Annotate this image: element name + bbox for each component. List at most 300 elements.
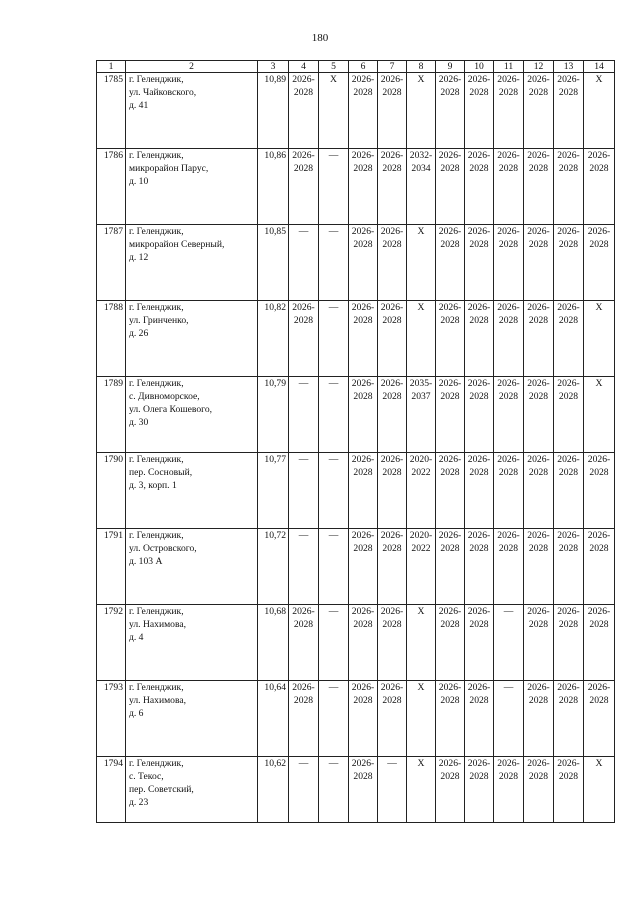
period-line: 2028 [440,315,460,326]
period-cell [407,73,436,149]
period-line: 2028 [528,163,549,174]
period-cell [584,149,615,225]
address-line: пер. Сосновый, [129,467,193,478]
period-cell [494,453,524,529]
period-line: 2026- [438,682,462,693]
period-line: 2026- [467,454,491,465]
period-cell [436,529,465,605]
period-cell [349,225,378,301]
period-line: 2026- [438,226,462,237]
address-cell [126,149,258,225]
period-line: X [417,226,425,237]
period-line: — [328,226,339,237]
period-cell [584,681,615,757]
period-line: 2028 [528,87,549,98]
period-cell [378,73,407,149]
period-line: 2026- [527,150,550,161]
row-number-cell: 1793 [97,681,126,757]
period-cell [349,681,378,757]
column-header: 12 [524,61,554,73]
period-line: 2026- [438,302,462,313]
row-number-cell: 1792 [97,605,126,681]
period-line: 2028 [440,163,460,174]
period-cell [524,681,554,757]
period-line: 2026- [527,682,550,693]
address-cell [126,529,258,605]
period-line: — [298,226,309,237]
period-line: 2028 [353,239,373,250]
period-line: X [330,74,337,85]
period-line: 2028 [440,695,460,706]
period-line: 2026- [557,378,580,389]
period-line: 2020- [409,454,433,465]
period-cell [407,377,436,453]
address-line: г. Геленджик, [129,378,184,389]
column-header: 2 [126,61,258,73]
period-cell [407,605,436,681]
column-header: 6 [349,61,378,73]
period-line: 2028 [558,315,579,326]
period-cell [407,529,436,605]
period-cell [407,681,436,757]
period-line: 2028 [589,239,609,250]
column-header: 8 [407,61,436,73]
period-line: 2028 [469,695,489,706]
period-cell [349,605,378,681]
period-line: 2026- [467,150,491,161]
address-line: д. 10 [129,176,149,187]
period-line: 2026- [527,606,550,617]
period-cell [289,605,319,681]
period-line: 2026- [497,378,520,389]
column-header: 10 [465,61,494,73]
column-header: 7 [378,61,407,73]
address-line: ул. Чайковского, [129,87,197,98]
period-line: 2026- [527,226,550,237]
period-line: 2028 [440,619,460,630]
period-line: 2028 [293,315,314,326]
period-line: 2026- [497,150,520,161]
period-line: 2028 [382,87,402,98]
table-body [97,73,615,823]
period-line: — [328,530,339,541]
period-line: 2028 [498,87,519,98]
period-cell [494,757,524,823]
period-cell [407,149,436,225]
period-line: 2026- [438,530,462,541]
table-row [97,681,615,757]
column-header: 1 [97,61,126,73]
page-number: 180 [311,32,329,44]
period-cell [554,757,584,823]
period-line: 2026- [380,606,404,617]
column-header: 14 [584,61,615,73]
period-line: 2026- [467,302,491,313]
address-cell [126,681,258,757]
address-line: д. 41 [129,100,149,111]
period-cell [524,529,554,605]
period-cell [407,301,436,377]
period-line: 2028 [498,315,519,326]
period-line: 2026- [557,302,580,313]
table-row [97,301,615,377]
address-line: д. 30 [129,417,149,428]
period-cell [524,301,554,377]
area-cell: 10,68 [258,605,289,681]
period-line: 2026- [351,682,375,693]
period-line: 2028 [528,771,549,782]
period-cell [524,377,554,453]
period-cell [289,757,319,823]
period-line: — [298,530,309,541]
period-line: 2028 [440,467,460,478]
period-line: 2026- [292,302,315,313]
period-line: 2026- [292,682,315,693]
period-cell [554,453,584,529]
period-line: 2028 [469,163,489,174]
period-cell [289,681,319,757]
area-cell: 10,86 [258,149,289,225]
period-line: 2026- [557,150,580,161]
period-cell [349,757,378,823]
address-line: д. 26 [129,328,149,339]
column-header: 4 [289,61,319,73]
period-line: 2026- [497,454,520,465]
period-cell [465,73,494,149]
table-row [97,377,615,453]
period-line: 2028 [293,87,314,98]
period-line: 2028 [353,163,373,174]
period-line: — [328,150,339,161]
column-header: 5 [319,61,349,73]
period-line: X [417,606,425,617]
period-line: 2026- [467,682,491,693]
period-line: X [595,758,603,769]
period-line: 2028 [440,771,460,782]
address-line: г. Геленджик, [129,150,184,161]
period-line: X [417,682,425,693]
period-line: 2028 [382,619,402,630]
period-line: 2028 [440,87,460,98]
period-cell [465,681,494,757]
column-header: 11 [494,61,524,73]
period-cell [378,225,407,301]
address-line: с. Дивноморское, [129,391,200,402]
period-cell [524,73,554,149]
period-cell [465,377,494,453]
period-line: 2035- [409,378,433,389]
period-line: 2026- [467,378,491,389]
address-line: д. 23 [129,797,149,808]
column-number-row [97,61,615,73]
period-line: 2026- [351,378,375,389]
period-line: 2026- [527,530,550,541]
row-number-cell: 1789 [97,377,126,453]
period-cell [524,757,554,823]
period-line: 2028 [528,543,549,554]
period-line: 2028 [589,543,609,554]
period-line: 2028 [293,695,314,706]
period-cell [494,149,524,225]
period-line: 2026- [438,150,462,161]
period-line: — [387,758,397,769]
period-cell [554,377,584,453]
period-line: 2026- [557,454,580,465]
row-number-cell: 1786 [97,149,126,225]
row-number-cell: 1785 [97,73,126,149]
area-cell: 10,64 [258,681,289,757]
period-line: 2026- [438,74,462,85]
period-cell [465,225,494,301]
period-cell [465,757,494,823]
table-row [97,225,615,301]
period-line: 2028 [353,315,373,326]
period-line: 2026- [351,302,375,313]
period-line: 2028 [589,467,609,478]
period-cell [349,73,378,149]
period-cell [494,377,524,453]
period-line: 2028 [293,163,314,174]
period-line: 2026- [587,226,611,237]
period-line: 2028 [469,315,489,326]
period-cell [584,377,615,453]
period-cell [436,453,465,529]
address-line: д. 12 [129,252,149,263]
column-header: 9 [436,61,465,73]
period-line: 2028 [498,467,519,478]
period-line: 2028 [353,543,373,554]
period-cell [319,605,349,681]
period-line: 2028 [558,87,579,98]
address-line: д. 3, корп. 1 [129,480,177,491]
address-line: с. Текос, [129,771,164,782]
table-row [97,757,615,823]
address-line: г. Геленджик, [129,74,184,85]
period-cell [349,529,378,605]
period-line: 2028 [382,315,402,326]
address-line: ул. Олега Кошевого, [129,404,213,415]
period-line: 2028 [498,543,519,554]
period-cell [289,73,319,149]
period-line: 2028 [528,315,549,326]
period-line: — [298,378,309,389]
address-line: г. Геленджик, [129,606,184,617]
period-cell [524,605,554,681]
area-cell: 10,82 [258,301,289,377]
period-line: 2028 [469,391,489,402]
row-number-cell: 1787 [97,225,126,301]
period-line: 2028 [589,163,609,174]
period-cell [584,529,615,605]
period-line: 2026- [351,226,375,237]
period-cell [554,529,584,605]
period-line: 2020- [409,530,433,541]
period-cell [378,149,407,225]
period-line: 2022 [411,467,431,478]
period-cell [436,605,465,681]
period-cell [554,73,584,149]
period-line: 2028 [353,695,373,706]
period-cell [584,605,615,681]
address-line: ул. Нахимова, [129,619,187,630]
period-cell [494,73,524,149]
period-cell [378,301,407,377]
period-cell [465,453,494,529]
period-line: 2026- [351,150,375,161]
period-cell [289,453,319,529]
table-row [97,605,615,681]
period-line: 2026- [380,682,404,693]
period-line: 2028 [469,543,489,554]
period-line: 2028 [528,391,549,402]
period-cell [378,529,407,605]
address-cell [126,757,258,823]
period-cell [289,149,319,225]
address-cell [126,225,258,301]
address-line: д. 103 А [129,556,163,567]
area-cell: 10,77 [258,453,289,529]
period-cell [436,301,465,377]
period-cell [378,681,407,757]
period-line: 2022 [411,543,431,554]
area-cell: 10,89 [258,73,289,149]
period-line: 2026- [527,302,550,313]
period-line: 2026- [557,74,580,85]
period-line: 2026- [292,150,315,161]
period-line: 2026- [467,606,491,617]
period-cell [319,73,349,149]
period-line: 2028 [528,695,549,706]
period-line: 2026- [351,454,375,465]
period-cell [319,529,349,605]
period-line: — [328,758,339,769]
period-line: 2026- [557,606,580,617]
period-line: 2026- [497,530,520,541]
period-line: 2037 [411,391,431,402]
row-number-cell: 1790 [97,453,126,529]
period-cell [436,149,465,225]
period-line: 2028 [353,87,373,98]
period-line: 2028 [382,467,402,478]
period-line: 2028 [469,239,489,250]
housing-register-table [96,60,615,823]
period-cell [349,453,378,529]
period-cell [319,757,349,823]
period-line: 2028 [293,619,314,630]
column-header: 3 [258,61,289,73]
period-line: 2026- [351,606,375,617]
period-line: 2026- [557,758,580,769]
period-cell [289,377,319,453]
period-line: 2026- [351,758,375,769]
period-line: 2026- [497,226,520,237]
period-line: 2028 [558,467,579,478]
address-line: ул. Гринченко, [129,315,189,326]
table-row [97,73,615,149]
period-line: 2026- [438,606,462,617]
table-row [97,453,615,529]
period-cell [554,149,584,225]
period-line: — [503,606,514,617]
period-line: 2028 [558,239,579,250]
period-line: X [417,74,425,85]
period-cell [407,225,436,301]
address-line: д. 6 [129,708,144,719]
address-line: г. Геленджик, [129,226,184,237]
address-cell [126,377,258,453]
period-line: 2026- [292,74,315,85]
period-line: 2026- [497,758,520,769]
period-cell [378,605,407,681]
period-line: 2028 [528,239,549,250]
period-line: 2028 [498,239,519,250]
period-line: 2026- [467,74,491,85]
period-line: 2026- [467,530,491,541]
period-line: 2026- [587,682,611,693]
period-line: 2026- [587,454,611,465]
period-line: 2026- [467,226,491,237]
period-cell [407,757,436,823]
period-line: 2026- [380,150,404,161]
period-cell [436,225,465,301]
period-line: X [595,74,603,85]
period-line: 2026- [380,302,404,313]
period-cell [465,149,494,225]
period-line: 2028 [382,391,402,402]
period-line: — [328,378,339,389]
period-line: 2028 [353,467,373,478]
period-line: 2028 [353,391,373,402]
period-line: 2028 [528,619,549,630]
period-line: 2026- [557,530,580,541]
period-line: 2026- [380,74,404,85]
period-cell [584,757,615,823]
period-cell [584,453,615,529]
period-cell [524,453,554,529]
period-line: 2026- [527,454,550,465]
period-line: 2026- [557,682,580,693]
period-cell [378,453,407,529]
area-cell: 10,79 [258,377,289,453]
period-line: 2026- [438,454,462,465]
period-cell [378,757,407,823]
period-line: 2028 [382,239,402,250]
column-header: 13 [554,61,584,73]
area-cell: 10,85 [258,225,289,301]
period-line: 2028 [469,87,489,98]
period-cell [407,453,436,529]
period-line: 2026- [292,606,315,617]
period-line: — [328,302,339,313]
period-line: X [417,758,425,769]
period-line: 2028 [382,695,402,706]
period-line: 2028 [558,771,579,782]
period-line: 2026- [527,378,550,389]
period-line: 2026- [527,758,550,769]
period-line: 2026- [351,530,375,541]
period-cell [436,757,465,823]
period-cell [554,225,584,301]
area-cell: 10,62 [258,757,289,823]
period-cell [465,301,494,377]
address-line: г. Геленджик, [129,758,184,769]
period-line: 2028 [558,695,579,706]
period-line: — [328,454,339,465]
period-cell [319,301,349,377]
address-line: г. Геленджик, [129,302,184,313]
period-cell [494,605,524,681]
period-line: 2028 [353,619,373,630]
